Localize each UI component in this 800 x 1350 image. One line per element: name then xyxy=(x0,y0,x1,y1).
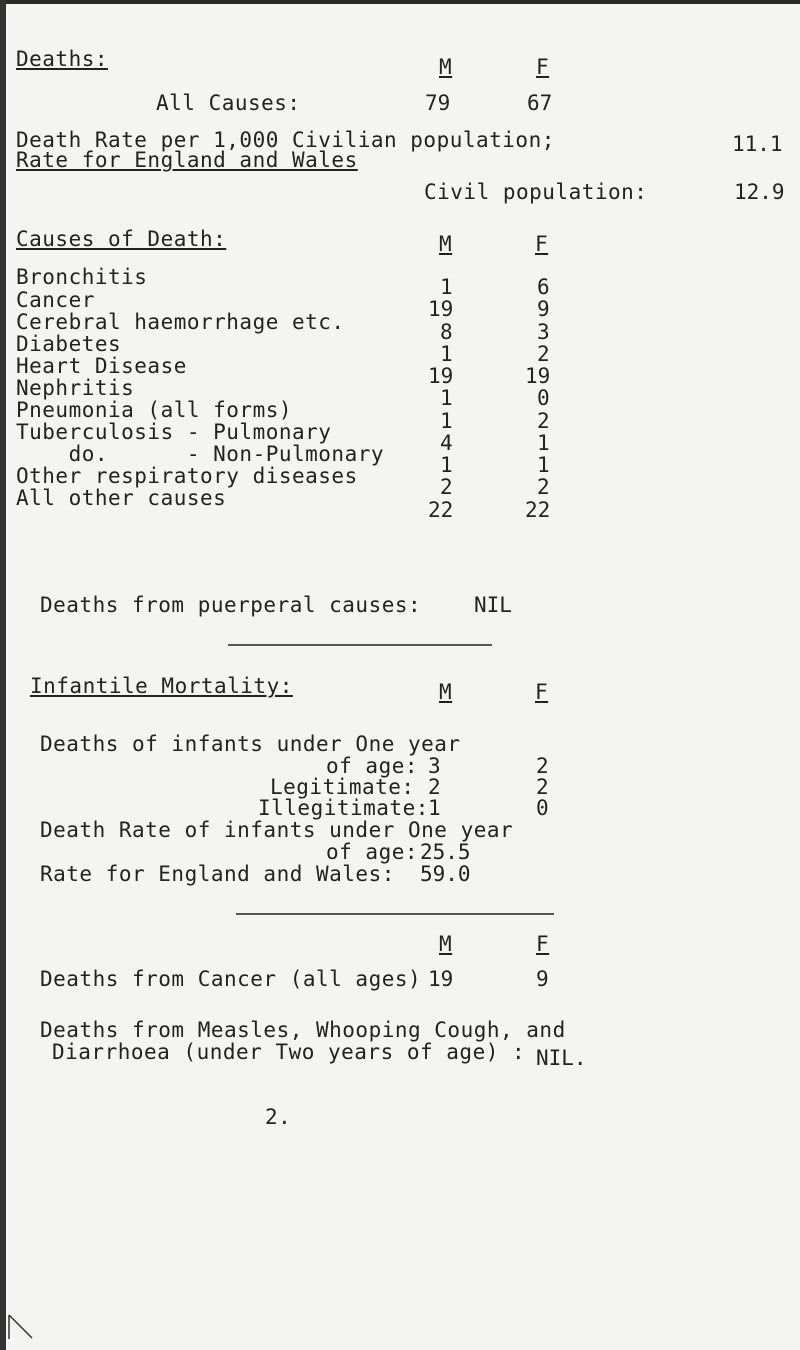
scan-top-edge xyxy=(0,0,800,4)
cause-f: 3 xyxy=(537,320,550,344)
cause-label: Diabetes xyxy=(16,332,122,356)
infant-death-rate-value: 25.5 xyxy=(420,840,471,864)
cause-f: 2 xyxy=(537,342,550,366)
corner-fold-mark xyxy=(8,1314,34,1340)
infants-of-age-f: 2 xyxy=(536,754,549,778)
cause-label: All other causes xyxy=(16,486,227,510)
cause-label: Heart Disease xyxy=(16,354,187,378)
illegitimate-m: 1 xyxy=(428,796,441,820)
measles-line-2: Diarrhoea (under Two years of age) : xyxy=(52,1040,526,1064)
cancer-all-ages-f: 9 xyxy=(536,967,549,991)
illegitimate-f: 0 xyxy=(536,796,549,820)
infant-death-rate-line: Death Rate of infants under One year xyxy=(40,818,514,842)
cause-label: Nephritis xyxy=(16,376,135,400)
cause-f: 0 xyxy=(537,386,550,410)
cause-label: Other respiratory diseases xyxy=(16,464,358,488)
cause-label: Bronchitis xyxy=(16,265,148,289)
cause-m: 8 xyxy=(440,320,453,344)
page-number: 2. xyxy=(265,1105,292,1129)
all-causes-label: All Causes: xyxy=(156,91,301,115)
cause-f: 22 xyxy=(525,498,551,522)
legitimate-label: Legitimate: xyxy=(270,775,415,799)
cause-f: 1 xyxy=(537,431,550,455)
causes-heading: Causes of Death: xyxy=(16,227,227,251)
causes-col-m: M xyxy=(439,232,453,256)
cause-label: Cancer xyxy=(16,288,95,312)
cause-m: 4 xyxy=(440,431,453,455)
cause-m: 1 xyxy=(440,409,453,433)
rate-england-wales-line: Rate for England and Wales xyxy=(16,148,358,172)
all-causes-f: 67 xyxy=(527,91,553,115)
cause-f: 9 xyxy=(537,297,550,321)
cause-label: Tuberculosis - Pulmonary xyxy=(16,420,332,444)
cancer-all-ages-label: Deaths from Cancer (all ages) xyxy=(40,967,422,991)
deaths-col-m: M xyxy=(439,55,453,79)
death-rate-value: 11.1 xyxy=(732,132,783,156)
measles-line-1: Deaths from Measles, Whooping Cough, and xyxy=(40,1018,566,1042)
cancer-col-f: F xyxy=(536,932,550,956)
infant-death-rate-label: of age: xyxy=(326,840,419,864)
cause-label: do. - Non-Pulmonary xyxy=(16,442,385,466)
cause-f: 6 xyxy=(537,275,550,299)
infant-ew-rate-label: Rate for England and Wales: xyxy=(40,862,395,886)
infants-of-age-label: of age: xyxy=(326,754,419,778)
cause-label: Pneumonia (all forms) xyxy=(16,398,293,422)
cause-m: 22 xyxy=(428,498,454,522)
infants-under-one-line: Deaths of infants under One year xyxy=(40,732,461,756)
section-divider xyxy=(236,913,554,915)
section-divider xyxy=(228,644,492,646)
cause-label: Cerebral haemorrhage etc. xyxy=(16,310,345,334)
measles-value: NIL. xyxy=(536,1046,587,1070)
cause-m: 19 xyxy=(428,297,454,321)
infantile-col-m: M xyxy=(439,680,453,704)
civil-population-label: Civil population: xyxy=(424,180,648,204)
illegitimate-label: Illegitimate: xyxy=(258,796,429,820)
causes-col-f: F xyxy=(535,232,549,256)
cause-f: 2 xyxy=(537,409,550,433)
deaths-col-f: F xyxy=(536,55,550,79)
all-causes-m: 79 xyxy=(425,91,451,115)
cancer-all-ages-m: 19 xyxy=(428,967,454,991)
cause-m: 2 xyxy=(440,475,453,499)
cause-m: 1 xyxy=(440,453,453,477)
legitimate-m: 2 xyxy=(428,775,441,799)
cause-f: 2 xyxy=(537,475,550,499)
cause-m: 1 xyxy=(440,342,453,366)
cause-f: 19 xyxy=(525,364,551,388)
death-rate-line: Death Rate per 1,000 Civilian population; xyxy=(16,128,555,152)
infantile-heading: Infantile Mortality: xyxy=(30,674,293,698)
puerperal-value: NIL xyxy=(474,593,512,617)
legitimate-f: 2 xyxy=(536,775,549,799)
scan-left-edge xyxy=(0,0,6,1350)
deaths-heading: Deaths: xyxy=(16,47,109,71)
cause-m: 1 xyxy=(440,386,453,410)
cancer-col-m: M xyxy=(439,932,453,956)
infant-ew-rate-value: 59.0 xyxy=(420,862,471,886)
cause-m: 1 xyxy=(440,275,453,299)
puerperal-label: Deaths from puerperal causes: xyxy=(40,593,422,617)
cause-m: 19 xyxy=(428,364,454,388)
infants-of-age-m: 3 xyxy=(428,754,441,778)
civil-population-value: 12.9 xyxy=(734,180,785,204)
cause-f: 1 xyxy=(537,453,550,477)
infantile-col-f: F xyxy=(535,680,549,704)
